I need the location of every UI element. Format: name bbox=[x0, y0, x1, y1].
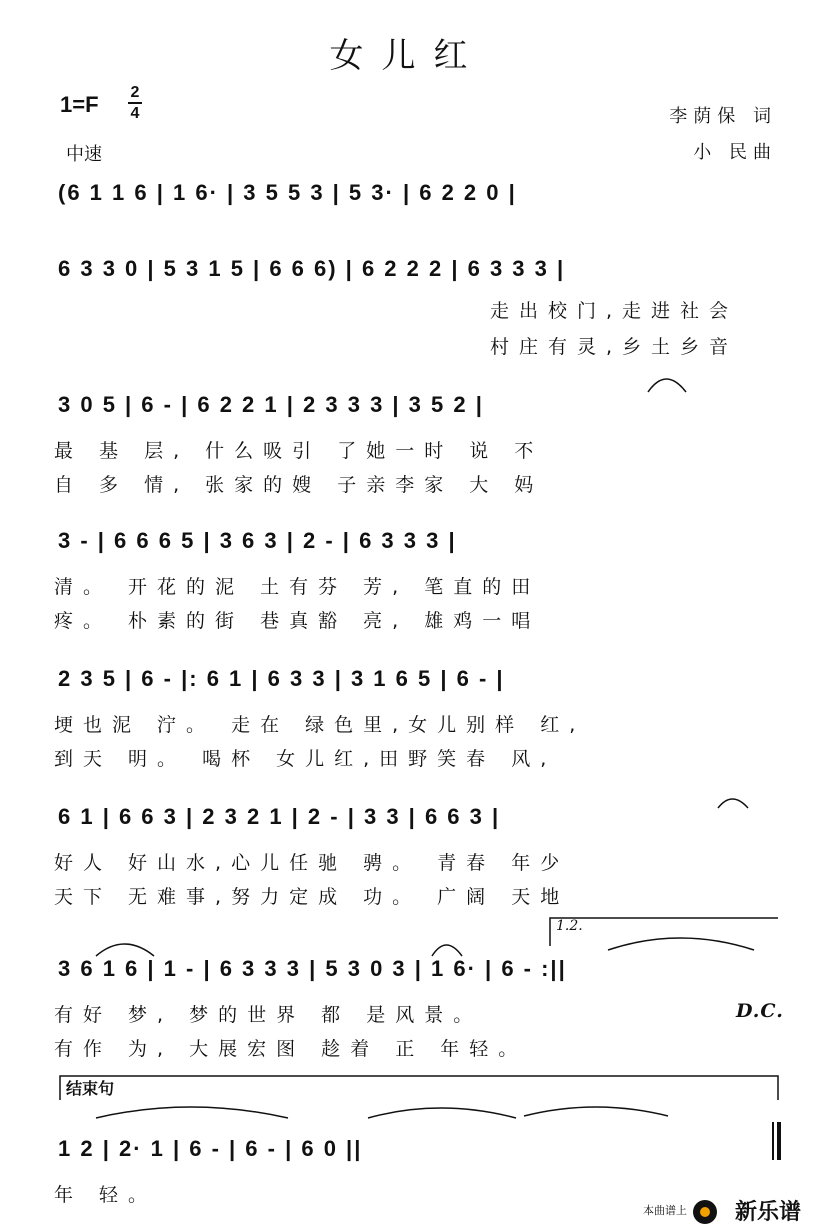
lyrics-line-3-verse-1: 最 基 层, 什么吸引 了她一时 说 不 bbox=[54, 440, 544, 462]
slur-ending-a bbox=[96, 1107, 288, 1118]
lyrics-line-6-verse-2: 天下 无难事,努力定成 功。 广阔 天地 bbox=[54, 886, 570, 908]
lyrics-line-6-verse-1: 好人 好山水,心儿任驰 骋。 青春 年少 bbox=[54, 852, 570, 874]
footer-brand: 新乐谱 bbox=[734, 1200, 801, 1225]
notation-line-1: (6 1 1 6 | 1 6· | 3 5 5 3 | 5 3· | 6 2 2 0 | bbox=[58, 180, 517, 205]
slur-line-7c bbox=[608, 938, 754, 950]
notation-line-5: 2 3 5 | 6 - |: 6 1 | 6 3 3 | 3 1 6 5 | 6 - | bbox=[58, 666, 505, 691]
notation-line-6: 6 1 | 6 6 3 | 2 3 2 1 | 2 - | 3 3 | 6 6 3 | bbox=[58, 804, 501, 829]
key-signature: 1=F bbox=[60, 92, 99, 117]
lyrics-line-3-verse-2: 自 多 情, 张家的嫂 子亲李家 大 妈 bbox=[54, 474, 544, 496]
lyrics-line-4-verse-1: 清。 开花的泥 土有芬 芳, 笔直的田 bbox=[54, 576, 541, 598]
lyrics-line-7-verse-2: 有作 为, 大展宏图 趁着 正 年轻。 bbox=[54, 1038, 528, 1060]
meter-bottom: 4 bbox=[130, 105, 140, 122]
lyricist-credit: 李荫保 词 bbox=[669, 106, 777, 127]
song-title: 女儿红 bbox=[329, 36, 486, 76]
volta-marking: 1.2. bbox=[556, 918, 583, 934]
lyrics-line-5-verse-2: 到天 明。 喝杯 女儿红,田野笑春 风, bbox=[54, 748, 557, 770]
volta-bracket bbox=[550, 918, 778, 946]
brand-logo-icon bbox=[693, 1200, 717, 1224]
notation-line-4: 3 - | 6 6 6 5 | 3 6 3 | 2 - | 6 3 3 3 | bbox=[58, 528, 457, 553]
lyrics-line-4-verse-2: 疼。 朴素的街 巷真豁 亮, 雄鸡一唱 bbox=[54, 610, 541, 632]
lyrics-line-5-verse-1: 埂也泥 泞。 走在 绿色里,女儿别样 红, bbox=[54, 714, 586, 736]
meter-top: 2 bbox=[130, 84, 140, 101]
notation-line-ending: 1 2 | 2· 1 | 6 - | 6 - | 6 0 || bbox=[58, 1136, 363, 1161]
tempo-marking: 中速 bbox=[66, 144, 102, 165]
notation-line-3: 3 0 5 | 6 - | 6 2 2 1 | 2 3 3 3 | 3 5 2 | bbox=[58, 392, 484, 417]
ending-box-label: 结束句 bbox=[66, 1079, 115, 1098]
notation-line-7: 3 6 1 6 | 1 - | 6 3 3 3 | 5 3 0 3 | 1 6· | 6 - :|| bbox=[58, 956, 567, 981]
lyrics-line-7-verse-1: 有好 梦, 梦的世界 都 是风景。 bbox=[54, 1004, 483, 1026]
slur-line-6 bbox=[718, 799, 748, 808]
ending-box-frame bbox=[60, 1076, 778, 1100]
slur-line-7a bbox=[96, 944, 154, 956]
dc-marking: D.C. bbox=[736, 1000, 784, 1022]
slur-ending-b bbox=[368, 1108, 516, 1118]
lyrics-line-ending: 年 轻。 bbox=[54, 1184, 158, 1206]
footer-note: 本曲谱上 bbox=[643, 1204, 687, 1217]
composer-credit: 小 民曲 bbox=[693, 142, 777, 163]
notation-line-2: 6 3 3 0 | 5 3 1 5 | 6 6 6) | 6 2 2 2 | 6 3 3 3 | bbox=[58, 256, 566, 281]
slur-line-7b bbox=[432, 945, 462, 956]
lyrics-line-2-verse-1: 走出校门,走进社会 bbox=[490, 300, 739, 322]
slur-ending-c bbox=[524, 1107, 668, 1116]
final-barline-thin bbox=[772, 1122, 774, 1160]
final-barline-thick bbox=[777, 1122, 781, 1160]
lyrics-line-2-verse-2: 村庄有灵,乡土乡音 bbox=[490, 336, 739, 358]
slur-line-3 bbox=[648, 379, 686, 392]
